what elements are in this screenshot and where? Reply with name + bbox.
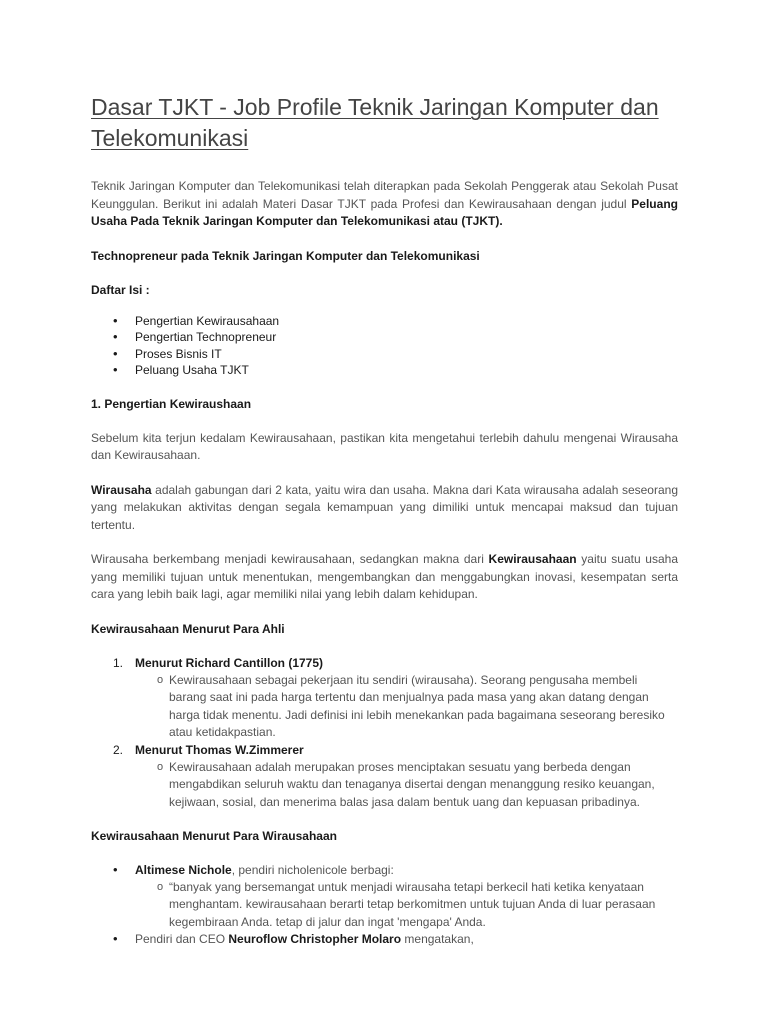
toc-list [91, 313, 678, 379]
entrepreneur-item: • Altimese Nichole, pendiri nicholenicole berbagi: o “banyak yang bersemangat untuk menjadi wirausaha tetapi berkecil hati ketika kenyataan menghantam. kewirausahaan berarti tetap berkomitmen untuk tujuan Anda di luar perasaan kegembiraan Anda. tetap di jalur dan ingat 'mengapa' Anda. [91, 862, 678, 931]
toc-item: • Pengertian Technopreneur [91, 329, 678, 346]
toc-heading: Daftar Isi : [91, 282, 150, 297]
document-page [91, 92, 678, 948]
toc-item: • Proses Bisnis IT [91, 346, 678, 363]
intro-paragraph: Teknik Jaringan Komputer dan Telekomunikasi telah diterapkan pada Sekolah Penggerak atau Sekolah Pusat Keunggulan. Berikut ini adalah Materi Dasar TJKT pada Profesi dan Kewirausahaan dengan judul Peluang Usaha Pada Teknik Jaringan Komputer dan Telekomunikasi atau (TJKT). [91, 179, 678, 228]
expert-name: Menurut Richard Cantillon (1775) [135, 655, 324, 670]
expert-item: 1. Menurut Richard Cantillon (1775) o Kewirausahaan sebagai pekerjaan itu sendiri (wirausaha). Seorang pengusaha membeli barang saat ini pada harga tertentu dan menjualnya pada masa yang akan datang dengan harga tidak menentu. Jadi definisi ini lebih menekankan pada bagaimana seseorang beresiko atau ketidakpastian. [91, 655, 678, 742]
entrepreneurs-list [91, 862, 678, 948]
experts-heading: Kewirausahaan Menurut Para Ahli [91, 621, 285, 636]
experts-list [91, 655, 678, 812]
document-title: Dasar TJKT - Job Profile Teknik Jaringan Komputer dan Telekomunikasi [91, 94, 659, 151]
entrepreneurs-heading: Kewirausahaan Menurut Para Wirausahaan [91, 829, 337, 843]
section1-heading: 1. Pengertian Kewiraushaan [91, 396, 252, 411]
expert-definition: o Kewirausahaan sebagai pekerjaan itu sendiri (wirausaha). Seorang pengusaha membeli barang saat ini pada harga tertentu dan menjualnya pada masa yang akan datang dengan harga tidak menentu. Jadi definisi ini lebih menekankan pada bagaimana seseorang beresiko atau ketidakpastian. [135, 672, 675, 742]
entrepreneur-item: • Pendiri dan CEO Neuroflow Christopher Molaro mengatakan, [91, 931, 678, 948]
expert-definition: o Kewirausahaan adalah merupakan proses menciptakan sesuatu yang berbeda dengan mengabdikan seluruh waktu dan tenaganya disertai dengan menanggung resiko keuangan, kejiwaan, sosial, dan menerima balas jasa dalam bentuk uang dan kepuasan pribadinya. [135, 759, 675, 812]
entrepreneur-sublist [135, 879, 675, 932]
intro-bold-title: Peluang Usaha Pada Teknik Jaringan Komputer dan Telekomunikasi atau (TJKT). [91, 196, 678, 228]
section1-paragraph-3: Wirausaha berkembang menjadi kewirausahaan, sedangkan makna dari Kewirausahaan yaitu suatu usaha yang memiliki tujuan untuk menentukan, mengembangkan dan menggabungkan inovasi, kesempatan serta cara yang lebih baik lagi, agar memiliki nilai yang lebih dalam kehidupan. [91, 552, 678, 601]
expert-name: Menurut Thomas W.Zimmerer [135, 742, 304, 757]
toc-item: • Pengertian Kewirausahaan [91, 313, 678, 330]
toc-item: • Peluang Usaha TJKT [91, 362, 678, 379]
section1-paragraph-1: Sebelum kita terjun kedalam Kewirausahaan, pastikan kita mengetahui terlebih dahulu mengenai Wirausaha dan Kewirausahaan. [91, 430, 678, 462]
entrepreneur-quote: o “banyak yang bersemangat untuk menjadi wirausaha tetapi berkecil hati ketika kenyataan menghantam. kewirausahaan berarti tetap berkomitmen untuk tujuan Anda di luar perasaan kegembiraan Anda. tetap di jalur dan ingat 'mengapa' Anda. [135, 879, 675, 932]
expert-sublist [135, 672, 675, 742]
expert-sublist [135, 759, 675, 812]
subtitle-heading: Technopreneur pada Teknik Jaringan Komputer dan Telekomunikasi [91, 248, 480, 263]
section1-paragraph-2: Wirausaha adalah gabungan dari 2 kata, yaitu wira dan usaha. Makna dari Kata wirausaha adalah seseorang yang melakukan aktivitas dengan segala kemampuan yang dimiliki untuk mencapai maksud dan tujuan tertentu. [91, 482, 678, 532]
expert-item: 2. Menurut Thomas W.Zimmerer o Kewirausahaan adalah merupakan proses menciptakan sesuatu yang berbeda dengan mengabdikan seluruh waktu dan tenaganya disertai dengan menanggung resiko keuangan, kejiwaan, sosial, dan menerima balas jasa dalam bentuk uang dan kepuasan pribadinya. [91, 742, 678, 812]
